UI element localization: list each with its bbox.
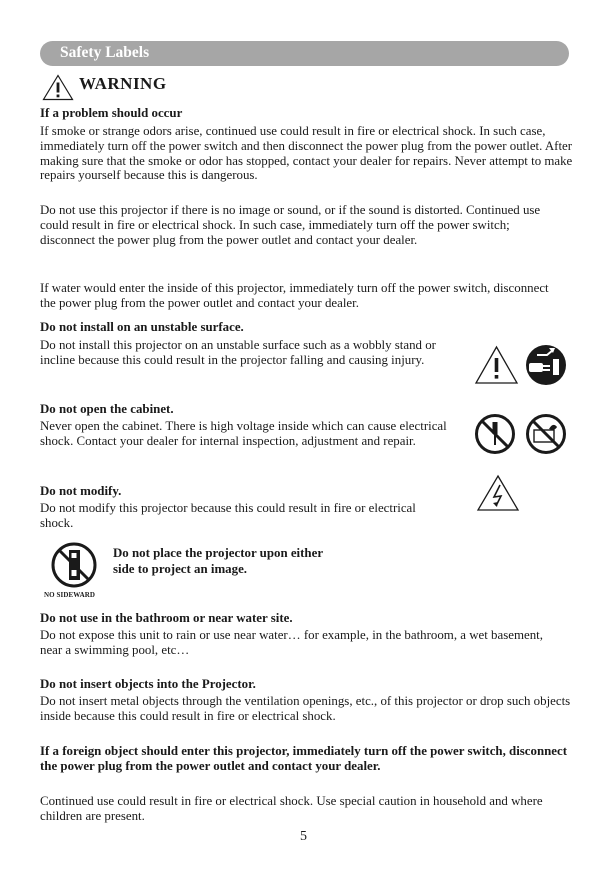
- cabinet-text: Never open the cabinet. There is high voltage inside which can cause electrical shock. Contact your dealer for internal inspection, adjustment and repair.: [40, 419, 447, 448]
- bathroom-heading: Do not use in the bathroom or near water site.: [40, 611, 293, 625]
- page-number: 5: [300, 829, 307, 844]
- no-image-text: Do not use this projector if there is no image or sound, or if the sound is distorted. Continued use could result in fire or electrical shock. In such case, immediately turn off the power switch; disconnect the power plug from the power outlet and contact your dealer.: [40, 203, 541, 247]
- modify-text: Do not modify this projector because this could result in fire or electrical shock.: [40, 501, 416, 530]
- section-title: Safety Labels: [60, 44, 150, 61]
- sideward-heading: Do not place the projector upon either side to project an image.: [113, 546, 323, 576]
- cabinet-heading: Do not open the cabinet.: [40, 402, 174, 416]
- unstable-heading: Do not install on an unstable surface.: [40, 320, 244, 334]
- objects-text: Do not insert metal objects through the ventilation openings, etc., of this projector or drop such objects inside because this could result in fire or electrical shock.: [40, 694, 571, 723]
- no-touch-icon: [525, 413, 567, 455]
- warning-triangle-icon: [42, 74, 74, 101]
- high-voltage-icon: [476, 474, 520, 512]
- warning-triangle-icon: [474, 345, 519, 385]
- no-sideward-caption: NO SIDEWARD: [44, 591, 96, 599]
- water-text: If water would enter the inside of this projector, immediately turn off the power switch, disconnect the power plug from the power outlet and contact your dealer.: [40, 281, 549, 310]
- unplug-icon: [525, 344, 567, 386]
- objects-heading: Do not insert objects into the Projector.: [40, 677, 256, 691]
- foreign-object-heading: If a foreign object should enter this projector, immediately turn off the power switch, disconnect the power plug from the power outlet and contact your dealer.: [40, 744, 568, 773]
- continued-use-text: Continued use could result in fire or electrical shock. Use special caution in household and where children are present.: [40, 794, 543, 823]
- modify-heading: Do not modify.: [40, 484, 122, 498]
- section-header-bar: [40, 41, 569, 66]
- problem-heading: If a problem should occur: [40, 106, 183, 120]
- no-disassembly-icon: [474, 413, 516, 455]
- problem-text: If smoke or strange odors arise, continued use could result in fire or electrical shock. In such case, immediately turn off the power switch and then disconnect the power plug from the power outlet. After making sure that the smoke or odor has stopped, contact your dealer for repairs. Never attempt to make repairs yourself because this is dangerous.: [40, 124, 573, 183]
- unstable-text: Do not install this projector on an unstable surface such as a wobbly stand or incline because this could result in the projector falling and causing injury.: [40, 338, 436, 367]
- no-sideward-icon: [51, 542, 97, 588]
- bathroom-text: Do not expose this unit to rain or use near water… for example, in the bathroom, a wet basement, near a swimming pool, etc…: [40, 628, 543, 657]
- warning-title: WARNING: [79, 74, 167, 93]
